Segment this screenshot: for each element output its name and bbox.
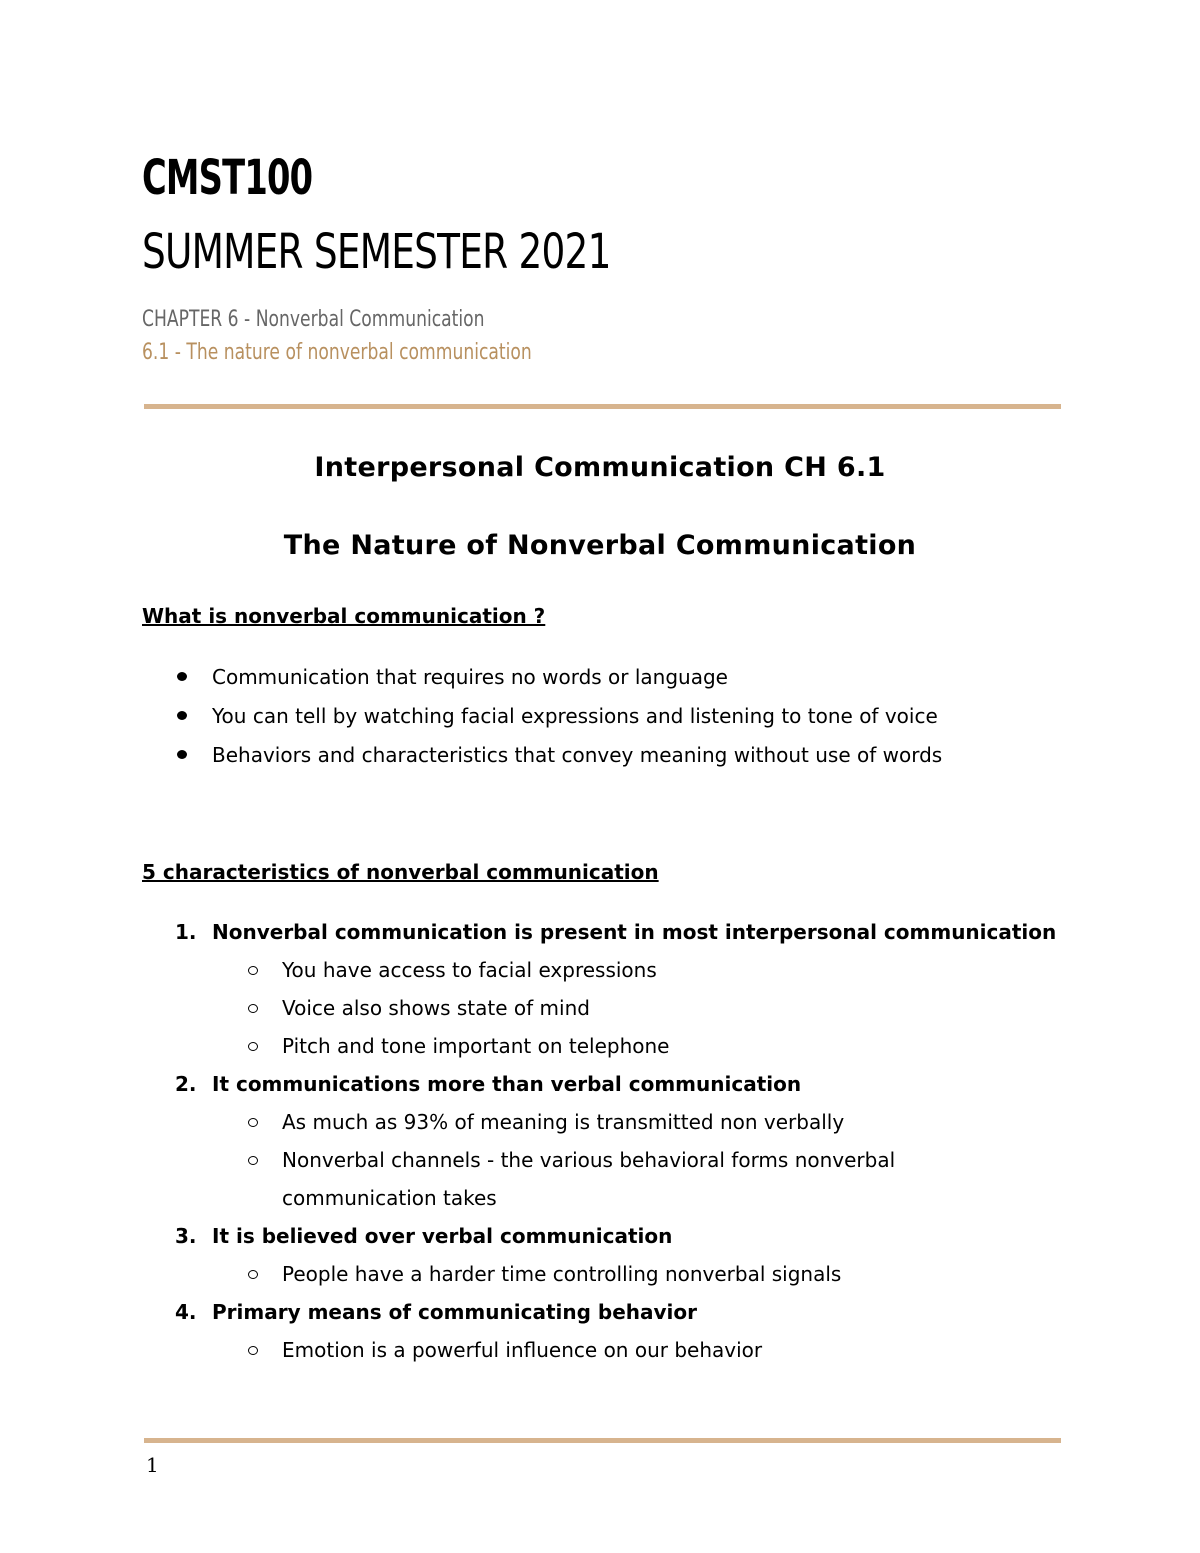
bullet-icon [177, 750, 187, 759]
page-number: 1 [146, 1453, 159, 1477]
numbered-item [0, 917, 1200, 955]
sub-item-text: Pitch and tone important on telephone [282, 1034, 670, 1058]
item-text: It communications more than verbal communication [212, 1072, 802, 1096]
sub-item [0, 1145, 1200, 1221]
sub-item [0, 1031, 1200, 1069]
section-subtitle: 6.1 - The nature of nonverbal communication [142, 340, 532, 365]
item-number: 4. [175, 1300, 197, 1324]
semester-title: SUMMER SEMESTER 2021 [142, 224, 611, 280]
sub-item-text: Emotion is a powerful influence on our behavior [282, 1338, 763, 1362]
bullet-text: You can tell by watching facial expressions and listening to tone of voice [212, 704, 938, 728]
section-heading-characteristics: 5 characteristics of nonverbal communication [142, 860, 659, 884]
sub-item-text: As much as 93% of meaning is transmitted non verbally [282, 1110, 845, 1134]
sub-item [0, 955, 1200, 993]
numbered-item [0, 1297, 1200, 1335]
item-text: It is believed over verbal communication [212, 1224, 673, 1248]
numbered-item [0, 1221, 1200, 1259]
document-subtitle: The Nature of Nonverbal Communication [283, 530, 917, 561]
circle-bullet-icon [248, 1004, 258, 1013]
item-text: Nonverbal communication is present in most interpersonal communication [212, 920, 1057, 944]
characteristics-list [0, 917, 1200, 1373]
course-code: CMST100 [142, 150, 313, 206]
section-heading-what-is: What is nonverbal communication ? [142, 604, 546, 628]
item-number: 1. [175, 920, 197, 944]
sub-item [0, 1259, 1200, 1297]
sub-item [0, 993, 1200, 1031]
bullet-text: Behaviors and characteristics that convey meaning without use of words [212, 743, 943, 767]
circle-bullet-icon [248, 1346, 258, 1355]
numbered-item [0, 1069, 1200, 1107]
bullet-text: Communication that requires no words or language [212, 665, 728, 689]
document-title: Interpersonal Communication CH 6.1 [314, 452, 886, 483]
circle-bullet-icon [248, 1042, 258, 1051]
chapter-subtitle: CHAPTER 6 - Nonverbal Communication [142, 307, 485, 332]
sub-item [0, 1107, 1200, 1145]
sub-item-text: You have access to facial expressions [282, 958, 657, 982]
sub-item-text: Voice also shows state of mind [282, 996, 590, 1020]
header-divider [144, 404, 1061, 409]
circle-bullet-icon [248, 1118, 258, 1127]
item-text: Primary means of communicating behavior [212, 1300, 697, 1324]
footer-divider [144, 1438, 1061, 1443]
sub-item [0, 1335, 1200, 1373]
circle-bullet-icon [248, 966, 258, 975]
sub-item-text: Nonverbal channels - the various behavioral forms nonverbal communication takes [282, 1148, 896, 1210]
sub-item-text: People have a harder time controlling nonverbal signals [282, 1262, 842, 1286]
circle-bullet-icon [248, 1270, 258, 1279]
item-number: 2. [175, 1072, 197, 1096]
bullet-icon [177, 672, 187, 681]
item-number: 3. [175, 1224, 197, 1248]
bullet-icon [177, 711, 187, 720]
circle-bullet-icon [248, 1156, 258, 1165]
